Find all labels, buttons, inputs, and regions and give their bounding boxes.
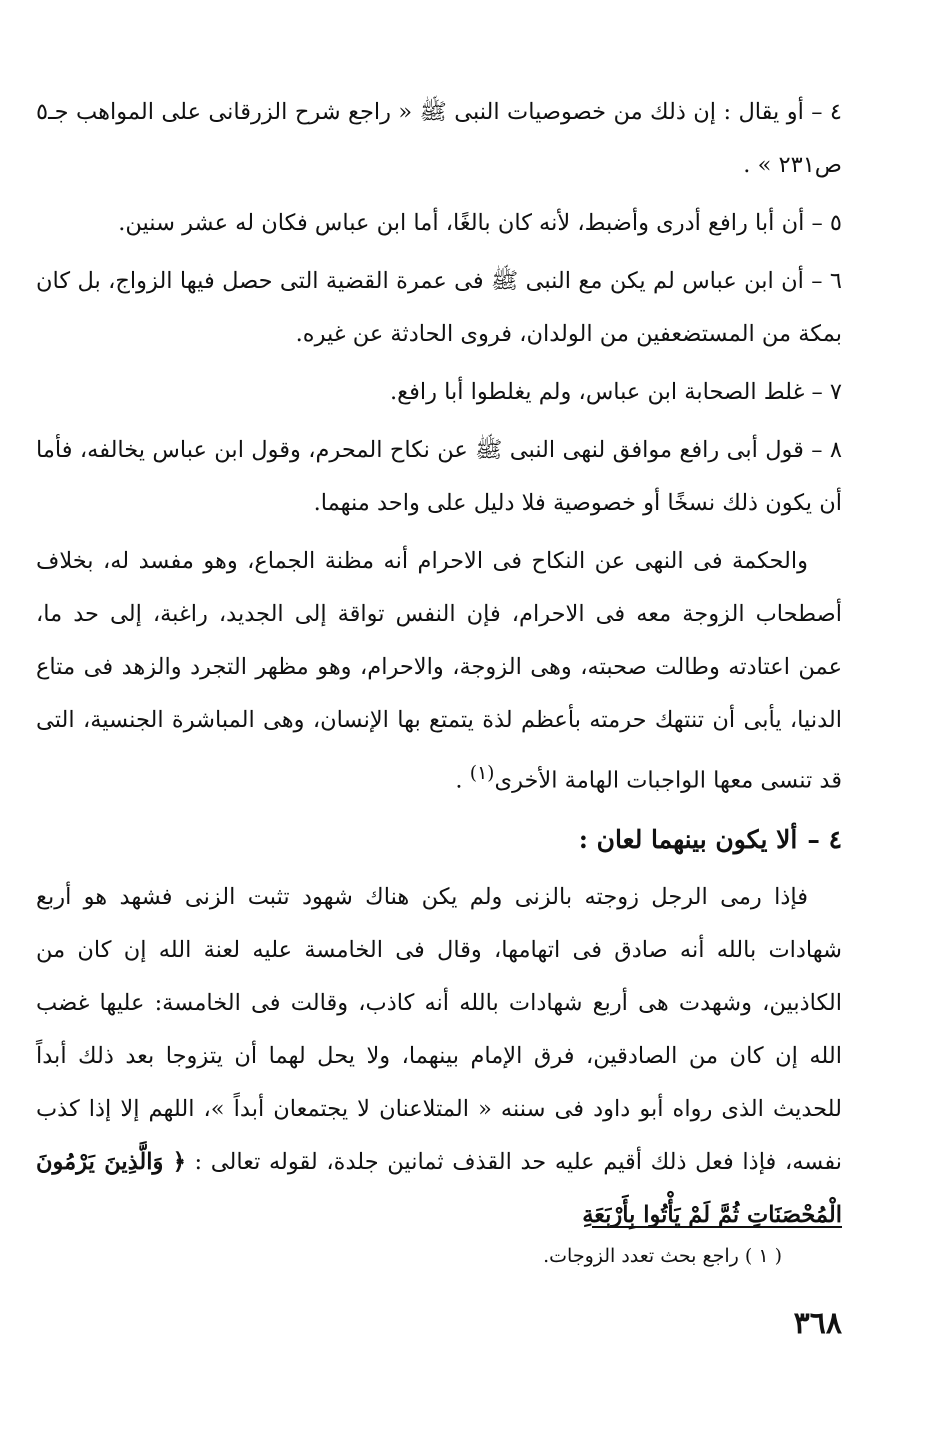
- wisdom-paragraph: [36, 535, 842, 808]
- wisdom-end: .: [455, 767, 470, 794]
- section-heading: [36, 813, 842, 867]
- page-number: ٣٦٨: [793, 1306, 842, 1341]
- section-title: ألا يكون بينهما لعان :: [578, 824, 798, 854]
- list-item-8: ٨ – قول أبى رافع موافق لنهى النبى ﷺ عن نكاح المحرم، وقول ابن عباس يخالفه، فأما أن يكون ذلك نسخًا أو خصوصية فلا دليل على واحد منهما.: [36, 437, 842, 516]
- wisdom-text: والحكمة فى النهى عن النكاح فى الاحرام أنه مظنة الجماع، وهو مفسد له، بخلاف أصطحاب الزوجة معه فى الاحرام، فإن النفس تواقة إلى الجديد، راغبة، إلى حد ما، عمن اعتادته وطالت صحبته، وهى الزوجة، والاحرام، وهو مظهر التجرد والزهد فى متاع الدنيا، يأبى أن تنتهك حرمته بأعظم لذة يتمتع بها الإنسان، وهى المباشرة الجنسية، التى قد تنسى معها الواجبات الهامة الأخرى: [36, 548, 842, 794]
- footnote-divider: [592, 1226, 842, 1228]
- list-item-5: ٥ – أن أبا رافع أدرى وأضبط، لأنه كان بالغًا، أما ابن عباس فكان له عشر سنين.: [118, 210, 842, 236]
- quran-verse: ﴿ وَالَّذِينَ يَرْمُونَ الْمُحْصَنَاتِ ثُمَّ لَمْ يَأْتُوا بِأَرْبَعَةِ: [36, 1148, 842, 1228]
- list-item-6: ٦ – أن ابن عباس لم يكن مع النبى ﷺ فى عمرة القضية التى حصل فيها الزواج، بل كان بمكة من المستضعفين من الولدان، فروى الحادثة عن غيره.: [36, 268, 842, 347]
- list-item-7: ٧ – غلط الصحابة ابن عباس، ولم يغلطوا أبا رافع.: [389, 379, 842, 405]
- footnote: ( ١ ) راجع بحث تعدد الزوجات.: [543, 1245, 782, 1267]
- lian-text: فإذا رمى الرجل زوجته بالزنى ولم يكن هناك شهود تثبت الزنى فشهد هو أربع شهادات بالله أنه صادق فى اتهامها، وقال فى الخامسة عليه لعنة الله إن كان من الكاذبين، وشهدت هى أربع شهادات بالله أنه كاذب، وقالت فى الخامسة: عليها غضب الله إن كان من الصادقين، فرق الإمام بينهما، ولا يحل لهما أن يتزوجا بعد ذلك أبداً للحديث الذى رواه أبو داود فى سننه « المتلاعنان لا يجتمعان أبداً »، اللهم إلا إذا كذب نفسه، فإذا فعل ذلك أقيم عليه حد القذف ثمانين جلدة، لقوله تعالى :: [36, 883, 842, 1175]
- section-number: ٤ –: [807, 824, 842, 854]
- list-item-4: ٤ – أو يقال : إن ذلك من خصوصيات النبى ﷺ « راجع شرح الزرقانى على المواهب جـ٥ ص٢٣١ » .: [36, 99, 842, 178]
- footnote-reference: (١): [469, 763, 495, 784]
- lian-paragraph: [36, 871, 842, 1242]
